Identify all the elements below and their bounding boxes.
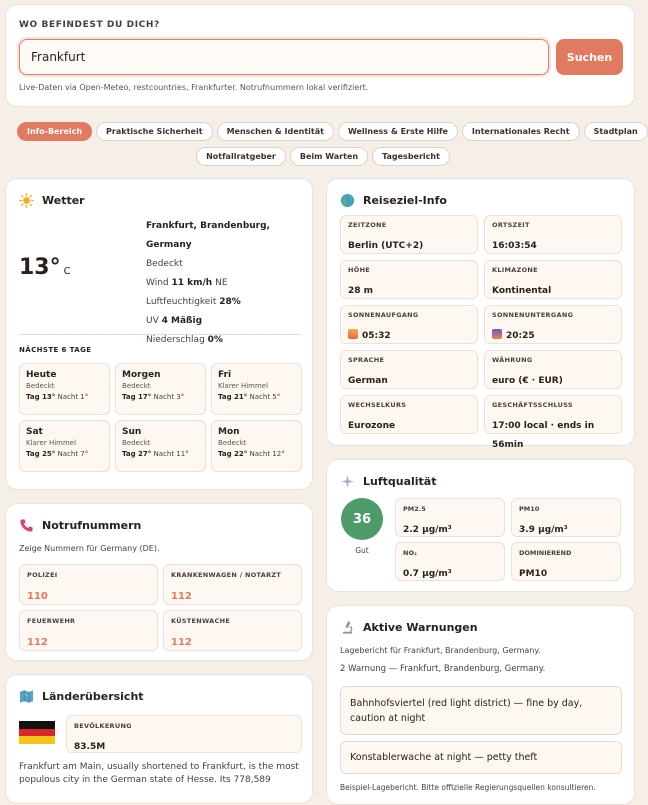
info-value: 16:03:54 xyxy=(492,241,537,251)
forecast-day-name: Sat xyxy=(26,427,43,437)
search-input[interactable] xyxy=(19,39,549,75)
population-label: BEVÖLKERUNG xyxy=(74,722,132,730)
aq-key: NO₂ xyxy=(403,549,417,557)
emergency-key: KRANKENWAGEN / NOTARZT xyxy=(171,571,282,579)
tab-menschen-identitaet[interactable]: Menschen & Identität xyxy=(217,122,334,141)
aq-key: PM2.5 xyxy=(403,505,426,513)
info-sunset xyxy=(484,305,622,344)
weather-wind xyxy=(146,274,312,293)
forecast-day-name: Fri xyxy=(218,370,232,380)
forecast-night-temp: Nacht 3° xyxy=(153,393,185,401)
emergency-key: POLIZEI xyxy=(27,571,58,579)
forecast-condition: Klarer Himmel xyxy=(26,439,77,447)
info-value xyxy=(492,331,535,341)
precip-value: 0% xyxy=(207,335,223,345)
search-card xyxy=(5,4,635,107)
humidity-value: 28% xyxy=(219,297,241,307)
info-closing-time xyxy=(484,395,622,450)
precip-label: Niederschlag xyxy=(146,335,205,345)
info-altitude xyxy=(340,260,478,299)
forecast-day-name: Sun xyxy=(122,427,142,437)
info-value: euro (€ · EUR) xyxy=(492,376,563,386)
globe-icon xyxy=(340,193,355,208)
weather-title-text: Wetter xyxy=(42,194,85,207)
weather-humidity xyxy=(146,293,312,312)
forecast-day-name: Heute xyxy=(26,370,57,380)
info-key: SONNENAUFGANG xyxy=(348,311,419,319)
sunrise-value: 05:32 xyxy=(362,331,391,341)
info-key: GESCHÄFTSSCHLUSS xyxy=(492,401,573,409)
emergency-grid xyxy=(19,564,302,651)
forecast-temps xyxy=(218,450,295,458)
info-value: Kontinental xyxy=(492,286,552,296)
aq-value: 0.7 µg/m³ xyxy=(403,569,452,579)
emergency-number[interactable]: 112 xyxy=(171,591,192,602)
emergency-number[interactable]: 112 xyxy=(27,637,48,648)
forecast-temps xyxy=(26,450,103,458)
forecast-temps xyxy=(122,450,199,458)
aq-value: 3.9 µg/m³ xyxy=(519,525,568,535)
search-note: Live-Daten via Open-Meteo, restcountries, Frankfurter. Notrufnummern lokal verifiziert. xyxy=(19,83,369,92)
forecast-night-temp: Nacht 12° xyxy=(249,450,285,458)
aq-key: DOMINIEREND xyxy=(519,549,572,557)
emergency-key: FEUERWEHR xyxy=(27,617,76,625)
phone-icon xyxy=(19,518,34,533)
weather-condition: Bedeckt xyxy=(146,259,183,269)
humidity-label: Luftfeuchtigkeit xyxy=(146,297,217,307)
forecast-night-temp: Nacht 11° xyxy=(153,450,189,458)
info-key: ORTSZEIT xyxy=(492,221,530,229)
weather-details xyxy=(146,217,312,350)
tab-stadtplan[interactable]: Stadtplan xyxy=(584,122,648,141)
sunset-icon xyxy=(492,329,502,339)
search-label: WO BEFINDEST DU DICH? xyxy=(19,20,160,30)
sparkle-icon xyxy=(340,474,355,489)
info-value: 17:00 local · ends in 56min xyxy=(492,421,595,450)
forecast-condition: Klarer Himmel xyxy=(218,382,269,390)
country-title-text: Länderübersicht xyxy=(42,690,144,703)
info-local-time xyxy=(484,215,622,254)
tab-internationales-recht[interactable]: Internationales Recht xyxy=(462,122,580,141)
tab-beim-warten[interactable]: Beim Warten xyxy=(290,147,368,166)
forecast-day-temp: Tag 13° xyxy=(26,393,56,401)
warnings-title xyxy=(340,620,478,635)
travel-info-card xyxy=(326,178,635,450)
population-value: 83.5M xyxy=(74,742,106,752)
uv-value: 4 Mäßig xyxy=(161,316,203,326)
info-currency xyxy=(484,350,622,389)
warning-item: Konstablerwache at night — petty theft xyxy=(340,741,622,774)
emergency-number[interactable]: 112 xyxy=(171,637,192,648)
wind-direction: NE xyxy=(215,278,228,288)
temperature-value: 13° xyxy=(19,255,61,280)
info-value: 28 m xyxy=(348,286,374,296)
info-climate xyxy=(484,260,622,299)
air-quality-grid xyxy=(395,498,622,581)
forecast-night-temp: Nacht 5° xyxy=(249,393,281,401)
aq-value: PM10 xyxy=(519,569,548,579)
air-quality-card xyxy=(326,459,635,592)
aqi-label: Gut xyxy=(355,546,369,555)
divider xyxy=(19,334,301,335)
country-description: Frankfurt am Main, usually shortened to Frankfurt, is the most populous city in the German state of Hesse. Its 778,589 xyxy=(19,762,299,785)
forecast-condition: Bedeckt xyxy=(122,439,151,447)
info-value: Berlin (UTC+2) xyxy=(348,241,424,251)
forecast-day-temp: Tag 25° xyxy=(26,450,56,458)
emergency-numbers-card xyxy=(5,503,313,661)
forecast-temps xyxy=(26,393,103,401)
sun-icon xyxy=(19,193,34,208)
emergency-subtitle: Zeige Nummern für Germany (DE). xyxy=(19,544,160,553)
aq-value: 2.2 µg/m³ xyxy=(403,525,452,535)
tab-info-bereich[interactable]: Info-Bereich xyxy=(17,122,92,141)
forecast-day-temp: Tag 17° xyxy=(122,393,152,401)
travel-info-grid xyxy=(340,215,622,450)
aq-dominant xyxy=(511,542,621,581)
aq-no2 xyxy=(395,542,505,581)
emergency-title xyxy=(19,518,141,533)
info-value: Eurozone xyxy=(348,421,396,431)
germany-flag-icon xyxy=(19,721,55,744)
forecast-condition: Bedeckt xyxy=(218,439,247,447)
uv-label: UV xyxy=(146,316,159,326)
weather-location: Frankfurt, Brandenburg, Germany xyxy=(146,221,270,250)
aq-key: PM10 xyxy=(519,505,540,513)
travel-info-title xyxy=(340,193,447,208)
info-key: ZEITZONE xyxy=(348,221,387,229)
warnings-title-text: Aktive Warnungen xyxy=(363,621,478,634)
forecast-condition: Bedeckt xyxy=(122,382,151,390)
aq-pm25 xyxy=(395,498,505,537)
travel-info-title-text: Reiseziel-Info xyxy=(363,194,447,207)
tab-tagesbericht[interactable]: Tagesbericht xyxy=(372,147,450,166)
forecast-day xyxy=(115,363,206,415)
forecast-day-temp: Tag 21° xyxy=(218,393,248,401)
air-quality-title xyxy=(340,474,437,489)
emergency-police[interactable] xyxy=(19,564,158,605)
wind-value: 11 km/h xyxy=(171,278,213,288)
info-timezone xyxy=(340,215,478,254)
warnings-card xyxy=(326,605,635,805)
air-quality-title-text: Luftqualität xyxy=(363,475,437,488)
forecast-day-name: Morgen xyxy=(122,370,161,380)
warning-item: Bahnhofsviertel (red light district) — fine by day, caution at night xyxy=(340,686,622,735)
population-box xyxy=(66,715,302,753)
info-language xyxy=(340,350,478,389)
weather-card xyxy=(5,178,313,490)
info-value xyxy=(348,331,391,341)
info-key: KLIMAZONE xyxy=(492,266,538,274)
warnings-report-label: Lagebericht für Frankfurt, Brandenburg, Germany. xyxy=(340,646,541,655)
emergency-number[interactable]: 110 xyxy=(27,591,48,602)
forecast-day xyxy=(115,420,206,472)
microscope-icon xyxy=(340,620,355,635)
temperature xyxy=(19,255,71,280)
forecast-day xyxy=(211,420,302,472)
forecast-day xyxy=(19,420,110,472)
aq-pm10 xyxy=(511,498,621,537)
forecast-condition: Bedeckt xyxy=(26,382,55,390)
info-exchange-rate xyxy=(340,395,478,434)
country-title xyxy=(19,689,144,704)
info-key: HÖHE xyxy=(348,266,371,274)
emergency-key: KÜSTENWACHE xyxy=(171,617,231,625)
emergency-fire[interactable] xyxy=(19,610,158,651)
map-icon xyxy=(19,689,34,704)
forecast-temps xyxy=(218,393,295,401)
tab-praktische-sicherheit[interactable]: Praktische Sicherheit xyxy=(96,122,213,141)
temperature-unit: C xyxy=(63,266,71,277)
forecast-day-temp: Tag 27° xyxy=(122,450,152,458)
weather-title xyxy=(19,193,85,208)
forecast-day-name: Mon xyxy=(218,427,240,437)
info-key: SPRACHE xyxy=(348,356,385,364)
emergency-coastguard[interactable] xyxy=(163,610,302,651)
wind-label: Wind xyxy=(146,278,169,288)
forecast-grid xyxy=(19,363,302,472)
forecast-day xyxy=(19,363,110,415)
search-button[interactable]: Suchen xyxy=(556,39,623,75)
warnings-count: 2 Warnung — Frankfurt, Brandenburg, Germany. xyxy=(340,664,546,674)
info-key: SONNENUNTERGANG xyxy=(492,311,574,319)
emergency-title-text: Notrufnummern xyxy=(42,519,142,532)
warnings-footer: Beispiel-Lagebericht. Bitte offizielle Regierungsquellen konsultieren. xyxy=(340,783,596,792)
info-value: German xyxy=(348,376,388,386)
forecast-label: NÄCHSTE 6 TAGE xyxy=(19,346,92,354)
tab-notfallratgeber[interactable]: Notfallratgeber xyxy=(196,147,286,166)
forecast-night-temp: Nacht 7° xyxy=(57,450,89,458)
info-sunrise xyxy=(340,305,478,344)
forecast-day-temp: Tag 22° xyxy=(218,450,248,458)
country-overview-card xyxy=(5,674,313,804)
tab-bar xyxy=(17,122,638,172)
sunrise-icon xyxy=(348,329,358,339)
info-key: WECHSELKURS xyxy=(348,401,407,409)
aqi-badge: 36 xyxy=(341,498,383,540)
sunset-value: 20:25 xyxy=(506,331,535,341)
emergency-ambulance[interactable] xyxy=(163,564,302,605)
forecast-night-temp: Nacht 1° xyxy=(57,393,89,401)
info-key: WÄHRUNG xyxy=(492,356,533,364)
tab-wellness-erste-hilfe[interactable]: Wellness & Erste Hilfe xyxy=(338,122,458,141)
forecast-day xyxy=(211,363,302,415)
forecast-temps xyxy=(122,393,199,401)
weather-uv xyxy=(146,312,312,331)
